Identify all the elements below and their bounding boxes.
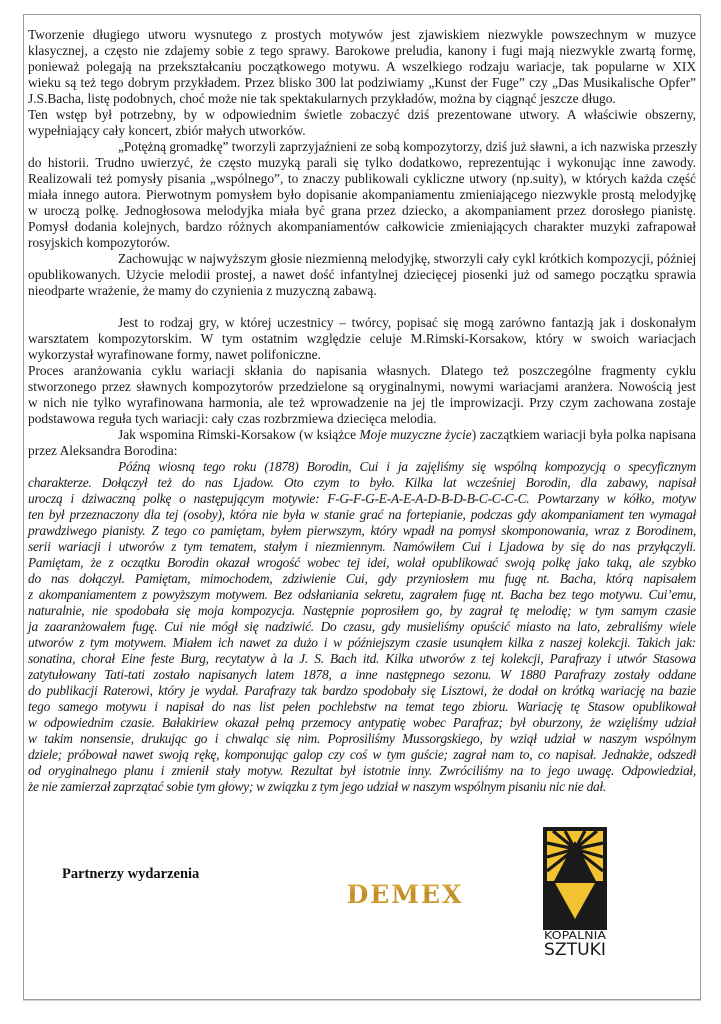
text-line: że nie zamierzał zaprzątać sobie tym głowy; w związku z tym jego udział w naszym wspólnym pisaniu nic nie dał. [28, 779, 607, 794]
text-line: Tworzenie długiego utworu wysnutego z prostych motywów jest zjawiskiem niezwykle powszechnym w muzyce [28, 27, 696, 42]
text-line: miała innego autora. Pierwotnym pomysłem było dopisanie akompaniamentu zmieniającego niezwykle prostą melodyjkę [28, 187, 696, 202]
text-line: dziele; próbował nawet swoją rękę, komponując galop czy coś w tym guście; zagrał nam to, co napisał. Jednakże, odszedł [28, 747, 696, 762]
text-line: wykorzystał wyrafinowane formy, nawet polifoniczne. [28, 347, 321, 362]
text-line: warsztatem kompozytorskim. W tym ostatnim względzie celuje M.Rimski-Korsakow, który w swoich wariacjach [28, 331, 696, 346]
text-line: w takim nonsensie, drukując go i chwaląc się nim. Poprosiliśmy Mussorgskiego, by wziął udział w naszym wspólnym [28, 731, 696, 746]
text-line: opublikowanych. Użycie melodii prostej, a nawet dość infantylnej dziecięcej piosenki już od samego początku sprawia [28, 267, 696, 282]
text-line: J.S.Bacha, listę podobnych, choć może nie tak spektakularnych przykładów, można by ciągnąć jeszcze długo. [28, 91, 616, 106]
partners-label: Partnerzy wydarzenia [62, 866, 200, 882]
text-line: stworzonego przez sławnych kompozytorów przedzielone są oryginalnymi, nowymi wariacjami aranżera. Nowością jest [28, 379, 696, 394]
text-line: z akompaniamentem z powyższym motywem. Bez odsłaniania sekretu, zagrałem fugę nt. Bacha bez tego motywu. Cui’emu, [28, 587, 696, 602]
text-line: od oryginalnego planu i zmienił stały motyw. Rezultat był istotnie inny. Zwróciliśmy na to jego uwagę. Odpowiedział, [28, 763, 696, 778]
text-line: Zachowując w najwyższym głosie niezmienną melodyjkę, stworzyli cały cykl krótkich kompozycji, później [118, 251, 697, 266]
blank-line [28, 299, 696, 315]
text-line: do publikacji Raterowi, który je wydał. Parafrazy tak bardzo spodobały się Lisztowi, że dodał on krótką wariację na bazie [28, 683, 696, 698]
kopalnia-sztuki-logo [541, 827, 611, 957]
text-line: Proces aranżowania cyklu wariacji skłania do napisania własnych. Dlatego też poszczególne fragmenty cyklu [28, 363, 696, 378]
document-body [28, 27, 696, 795]
text-line: sonatina, chorał Eine feste Burg, recytatyw à la J. S. Bach itd. Kilka utworów z tej kolekcji, Parafrazy i utwór Stasowa [28, 651, 696, 666]
book-title: Moje muzyczne życie [359, 427, 472, 442]
text-line: Pamiętam, że z oczątku Borodin okazał wrogość wobec tej idei, wolał opublikować swoją polkę jako taką, ale szybko [28, 555, 696, 570]
text-line: ponieważ polegają na przekształcaniu początkowego motywu. A wszelkiego rodzaju wariacje, tak popularne w XIX [28, 59, 696, 74]
text-run: ) zaczątkiem wariacji była polka napisana [471, 427, 696, 442]
text-line: podstawowa reguła tych wariacji: cały czas rozbrzmiewa dziecięca melodia. [28, 411, 437, 426]
text-line: naturalnie, nie spodobała się moja kompozycja. Następnie poprosiłem go, by zagrał tę melodię; w tym samym czasie [28, 603, 696, 618]
text-line: do nas dołączył. Pamiętam, mimochodem, zdziwienie Cui, gdy przyniosłem mu fugę nt. Bacha, którą napisałem [28, 571, 696, 586]
logo-text-sztuki: SZTUKI [544, 940, 606, 957]
text-line: w uroczą polkę. Jednogłosowa melodyjka miała być grana przez dziecko, a akompaniament przez dorosłego pianistę. [28, 203, 696, 218]
text-run: Jak wspomina Rimski-Korsakow (w książce [118, 427, 360, 442]
text-line: zatytułowany Tati-tati zostało napisanych latem 1878, a inne następnego sezonu. W 1880 Parafrazy zostały oddane [28, 667, 696, 682]
text-line: „Potężną gromadkę” tworzyli zaprzyjaźnieni ze sobą kompozytorzy, dziś już sławni, a ich nazwiska przeszły [118, 139, 698, 154]
text-line: Realizowali też pomysły pisania „wspólnego”, to znaczy publikowali cykliczne utwory (np.suity), w których każda część [28, 171, 696, 186]
text-line: ten był przeznaczony dla tej (osoby), która nie była w stanie grać na fortepianie, podczas gdy akompaniament ten wymagał [28, 507, 696, 522]
text-line: Jest to rodzaj gry, w której uczestnicy – twórcy, popisać się mogą zarówno fantazją jak i doskonałym [118, 315, 696, 330]
text-line: klasycznej, a często nie zdajemy sobie z tego sprawy. Barokowe preludia, kanony i fugi mają niezwykle zwartą formę, [28, 43, 696, 58]
text-line: serii wariacji i utworów z tym tematem, stałym i niezmiennym. Namówiłem Cui i Ljadowa by się do nas przyłączyli. [28, 539, 696, 554]
text-line: Późną wiosną tego roku (1878) Borodin, Cui i ja zajęliśmy się wspólną kompozycją o specyficznym [118, 459, 696, 474]
text-line: Pomysł dodania kolejnych, bardzo różnych akompaniamentów całkowicie zmieniających charakter muzyki zafrapował [28, 219, 696, 234]
text-line: charakterze. Dołączył też do nas Ljadow. Oto czym to było. Kilka lat wcześniej Borodin, dla zabawy, napisał [28, 475, 696, 490]
text-line: utworów z tym motywem. Miałem ich nawet za dużo i w późniejszym czasie usunąłem kilka z naszej kolekcji. Takich jak: [28, 635, 696, 650]
text-line: do historii. Trudno uwierzyć, że często muzyką parali się tylko dodatkowo, reprezentując i wykonując inne zawody. [28, 155, 696, 170]
text-line: rosyjskich kompozytorów. [28, 235, 170, 250]
demex-logo-text: DEMEX [346, 880, 464, 909]
text-line: prawdziwego pianisty. Z tego co pamiętam, byłem pierwszym, który wpadł na pomysł skomponowania, wraz z Borodinem, [28, 523, 696, 538]
text-line: wieku są też tego dobrym przykładem. Przez blisko 300 lat podziwiamy „Kunst der Fuge” czy „Das Musikalische Opfer” [28, 75, 696, 90]
text-line: w odpowiednim czasie. Bałakiriew okazał pełną przemocy antypatię wobec Parafraz; był oburzony, że wzięliśmy udział [28, 715, 696, 730]
text-line: nieodparte wrażenie, że mamy do czynienia z muzyczną zabawą. [28, 283, 377, 298]
text-line: wypełniający cały koncert, zbiór małych utworków. [28, 123, 306, 138]
text-line [28, 427, 696, 443]
demex-logo [338, 876, 473, 912]
text-line: tego samego motywu i napisał do nas list pełen pochlebstw na temat tego zbioru. Wariację tę Stasow opublikował [28, 699, 696, 714]
text-line: ja zaaranżowałem fugę. Cui nie mógł się nadziwić. Do czasu, gdy musieliśmy opuścić miasto na lato, zebraliśmy wiele [28, 619, 696, 634]
text-line: w nich nie tylko wyrafinowana harmonia, ale też wprowadzenie na jej tle improwizacji. Przy czym zachowana zostaje [28, 395, 696, 410]
logo-text-kopalnia: KOPALNIA [544, 929, 607, 942]
text-line: Ten wstęp był potrzebny, by w odpowiednim świetle zobaczyć dziś prezentowane utwory. A właściwie obszerny, [28, 107, 696, 122]
text-line: uroczą i dziwaczną polkę o następującym motywie: F-G-F-G-E-A-E-A-D-B-D-B-C-C-C-C. Powtarzany w kółko, motyw [28, 491, 696, 506]
text-line: przez Aleksandra Borodina: [28, 443, 178, 458]
